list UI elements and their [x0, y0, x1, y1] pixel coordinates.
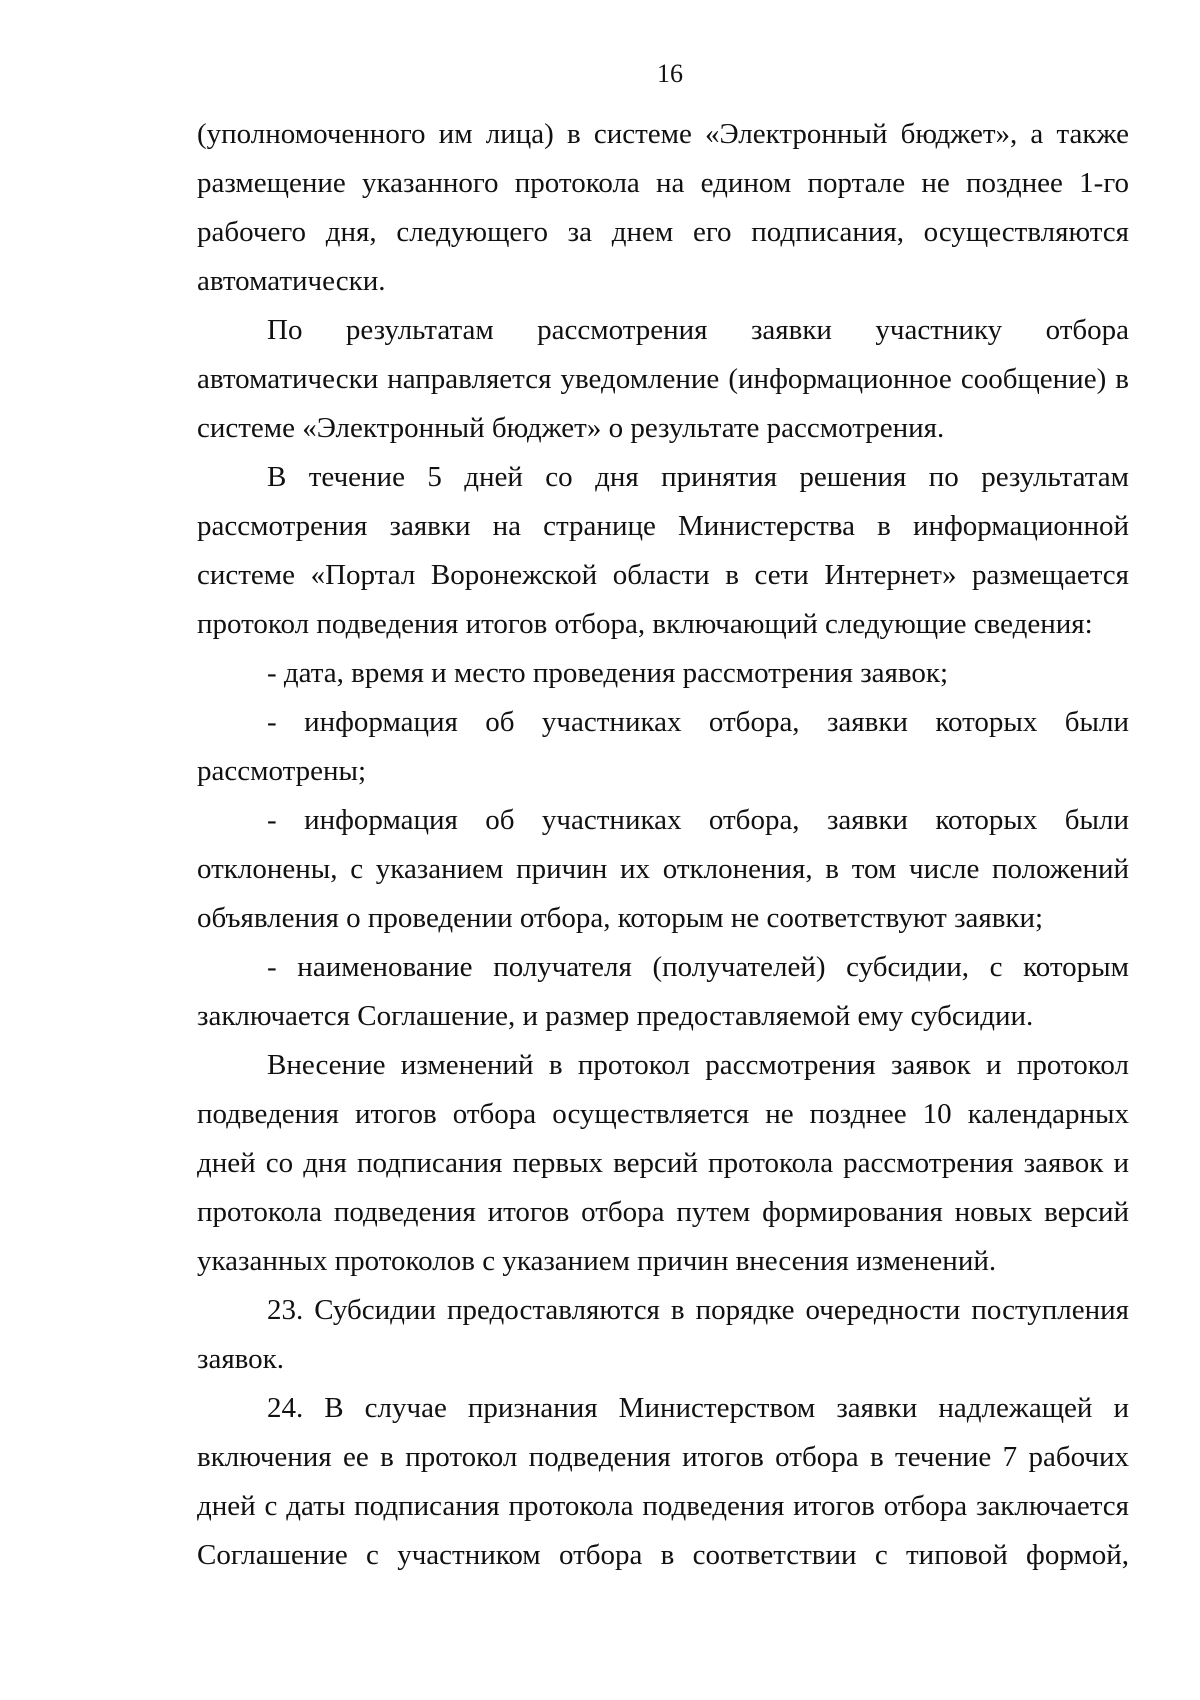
paragraph-protocol: В течение 5 дней со дня принятия решения по результатам рассмотрения заявки на странице Министерства в информационной системе «Портал Воронежской области в сети Интернет» размещается протокол подведения итогов отбора, включающий следующие сведения:	[197, 461, 1129, 640]
paragraph-changes: Внесение изменений в протокол рассмотрения заявок и протокол подведения итогов отбора осуществляется не позднее 10 календарных дней со дня подписания первых версий протокола рассмотрения заявок и протокола подведения итогов отбора путем формирования новых версий указанных протоколов с указанием причин внесения изменений.	[197, 1049, 1129, 1277]
list-item-date: - дата, время и место проведения рассмотрения заявок;	[267, 657, 949, 689]
paragraph-23: 23. Субсидии предоставляются в порядке очередности поступления заявок.	[197, 1294, 1129, 1375]
list-item-reviewed: - информация об участниках отбора, заявки которых были рассмотрены;	[197, 706, 1129, 787]
paragraph-24: 24. В случае признания Министерством заявки надлежащей и включения ее в протокол подведения итогов отбора в течение 7 рабочих дней с даты подписания протокола подведения итогов отбора заключается Соглашение с участником отбора в соответствии с типовой формой,	[197, 1392, 1129, 1571]
list-item-rejected: - информация об участниках отбора, заявки которых были отклонены, с указанием причин их отклонения, в том числе положений объявления о проведении отбора, которым не соответствуют заявки;	[197, 804, 1129, 934]
paragraph-continued: (уполномоченного им лица) в системе «Электронный бюджет», а также размещение указанного протокола на едином портале не позднее 1-го рабочего дня, следующего за днем его подписания, осуществляются автоматически.	[197, 118, 1129, 297]
paragraph-notification: По результатам рассмотрения заявки участнику отбора автоматически направляется уведомление (информационное сообщение) в системе «Электронный бюджет» о результате рассмотрения.	[197, 314, 1129, 444]
document-body	[197, 110, 1129, 1580]
list-item-recipient: - наименование получателя (получателей) субсидии, с которым заключается Соглашение, и размер предоставляемой ему субсидии.	[197, 951, 1129, 1032]
page-number: 16	[657, 59, 683, 88]
